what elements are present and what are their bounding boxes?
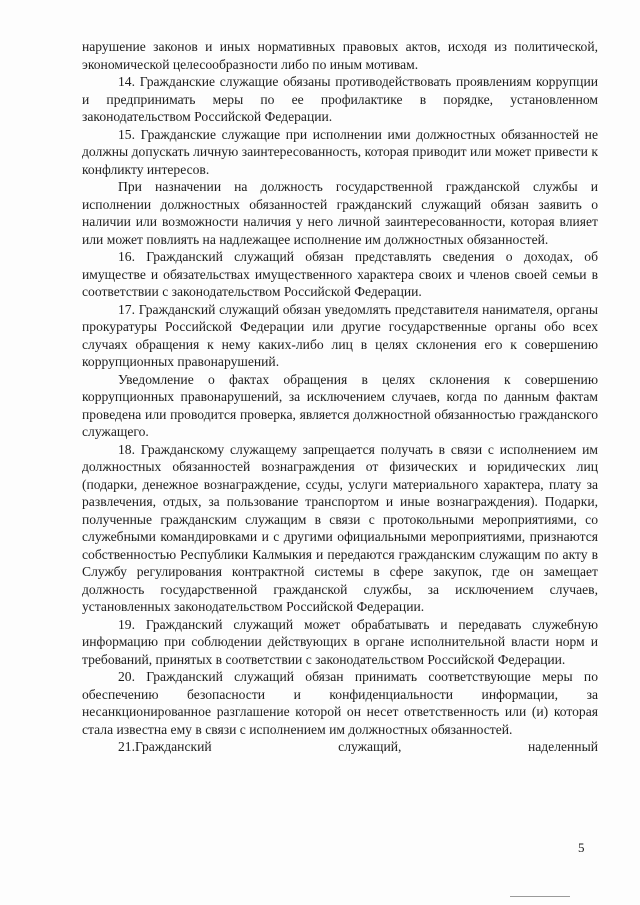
- paragraph-21-part2: служащий,: [338, 739, 402, 754]
- scan-edge-mark: [510, 896, 570, 897]
- paragraph-17-notice: Уведомление о фактах обращения в целях склонения к совершению коррупционных правонарушений, за исключением случаев, когда по данным фактам проведена или проводится проверка, является должностной обязанностью гражданского служащего.: [82, 371, 598, 439]
- paragraph-21-start: [82, 738, 598, 756]
- paragraph-21-part3: наделенный: [527, 739, 598, 754]
- paragraph-18: 18. Гражданскому служащему запрещается получать в связи с исполнением им должностных обязанностей вознаграждения от физических и юридических лиц (подарки, денежное вознаграждение, ссуды, услуги материального характера, плату за развлечения, отдых, за пользование транспортом и иные вознаграждения). Подарки, полученные гражданским служащим в связи с протокольными мероприятиями, со служебными командировками и с другими официальными мероприятиями, признаются собственностью Республики Калмыкия и передаются гражданским служащим по акту в Службу регулирования контрактной системы в сфере закупок, где он замещает должность государственной гражданской службы, за исключением случаев, установленных законодательством Российской Федерации.: [82, 441, 598, 614]
- paragraph-14: 14. Гражданские служащие обязаны противодействовать проявлениям коррупции и предпринимать меры по ее профилактике в порядке, установленном законодательством Российской Федерации.: [82, 74, 598, 124]
- document-body: [82, 38, 598, 756]
- paragraph-continuation: нарушение законов и иных нормативных правовых актов, исходя из политической, экономической целесообразности либо по иным мотивам.: [82, 39, 598, 72]
- paragraph-15-conflict: При назначении на должность государственной гражданской службы и исполнении должностных обязанностей гражданский служащий обязан заявить о наличии или возможности наличия у него личной заинтересованности, которая влияет или может повлиять на надлежащее исполнение им должностных обязанностей.: [82, 179, 598, 247]
- paragraph-20: 20. Гражданский служащий обязан принимать соответствующие меры по обеспечению безопасности и конфиденциальности информации, за несанкционированное разглашение которой он несет ответственность или (и) которая стала известна ему в связи с исполнением им должностных обязанностей.: [82, 669, 598, 737]
- paragraph-19: 19. Гражданский служащий может обрабатывать и передавать служебную информацию при соблюдении действующих в органе исполнительной власти норм и требований, принятых в соответствии с законодательством Российской Федерации.: [82, 616, 598, 667]
- paragraph-21-part1: 21.Гражданский: [118, 739, 212, 754]
- page-number: 5: [578, 840, 585, 855]
- paragraph-15: 15. Гражданские служащие при исполнении ими должностных обязанностей не должны допускать личную заинтересованность, которая приводит или может привести к конфликту интересов.: [82, 126, 598, 177]
- paragraph-16: 16. Гражданский служащий обязан представлять сведения о доходах, об имуществе и обязательствах имущественного характера своих и членов своей семьи в соответствии с законодательством Российской Федерации.: [82, 249, 598, 299]
- paragraph-17: 17. Гражданский служащий обязан уведомлять представителя нанимателя, органы прокуратуры Российской Федерации или другие государственные органы обо всех случаях обращения к нему каких-либо лиц в целях склонения его к совершению коррупционных правонарушений.: [82, 301, 598, 369]
